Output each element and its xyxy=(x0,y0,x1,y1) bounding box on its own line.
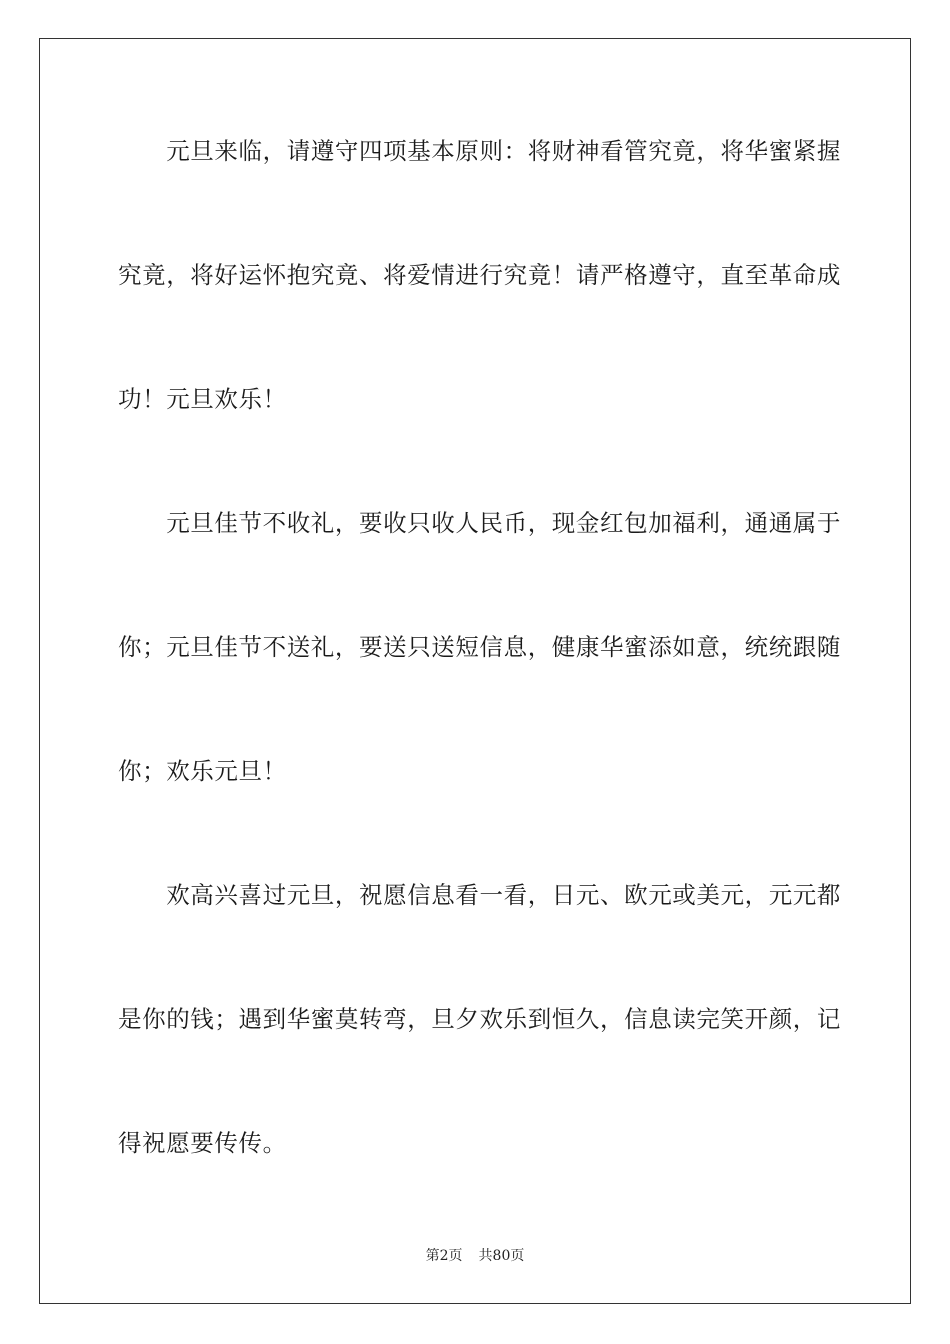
paragraph-line: 元旦佳节不收礼，要收只收人民币，现金红包加福利，通通属于 xyxy=(118,509,841,537)
paragraph-line: 你；欢乐元旦！ xyxy=(118,757,287,785)
paragraph-line: 欢高兴喜过元旦，祝愿信息看一看，日元、欧元或美元，元元都 xyxy=(118,881,841,909)
paragraph-line: 得祝愿要传传。 xyxy=(118,1129,287,1157)
paragraph-line: 功！元旦欢乐！ xyxy=(118,385,287,413)
paragraph-line: 是你的钱；遇到华蜜莫转弯，旦夕欢乐到恒久，信息读完笑开颜，记 xyxy=(118,1005,841,1033)
page-border xyxy=(39,38,911,1304)
page-total: 共80页 xyxy=(478,1248,525,1264)
page-number: 第2页 xyxy=(425,1248,463,1264)
page-footer xyxy=(0,1247,950,1265)
paragraph-line: 元旦来临，请遵守四项基本原则：将财神看管究竟，将华蜜紧握 xyxy=(118,137,841,165)
paragraph-line: 你；元旦佳节不送礼，要送只送短信息，健康华蜜添如意，统统跟随 xyxy=(118,633,841,661)
paragraph-line: 究竟，将好运怀抱究竟、将爱情进行究竟！请严格遵守，直至革命成 xyxy=(118,261,841,289)
